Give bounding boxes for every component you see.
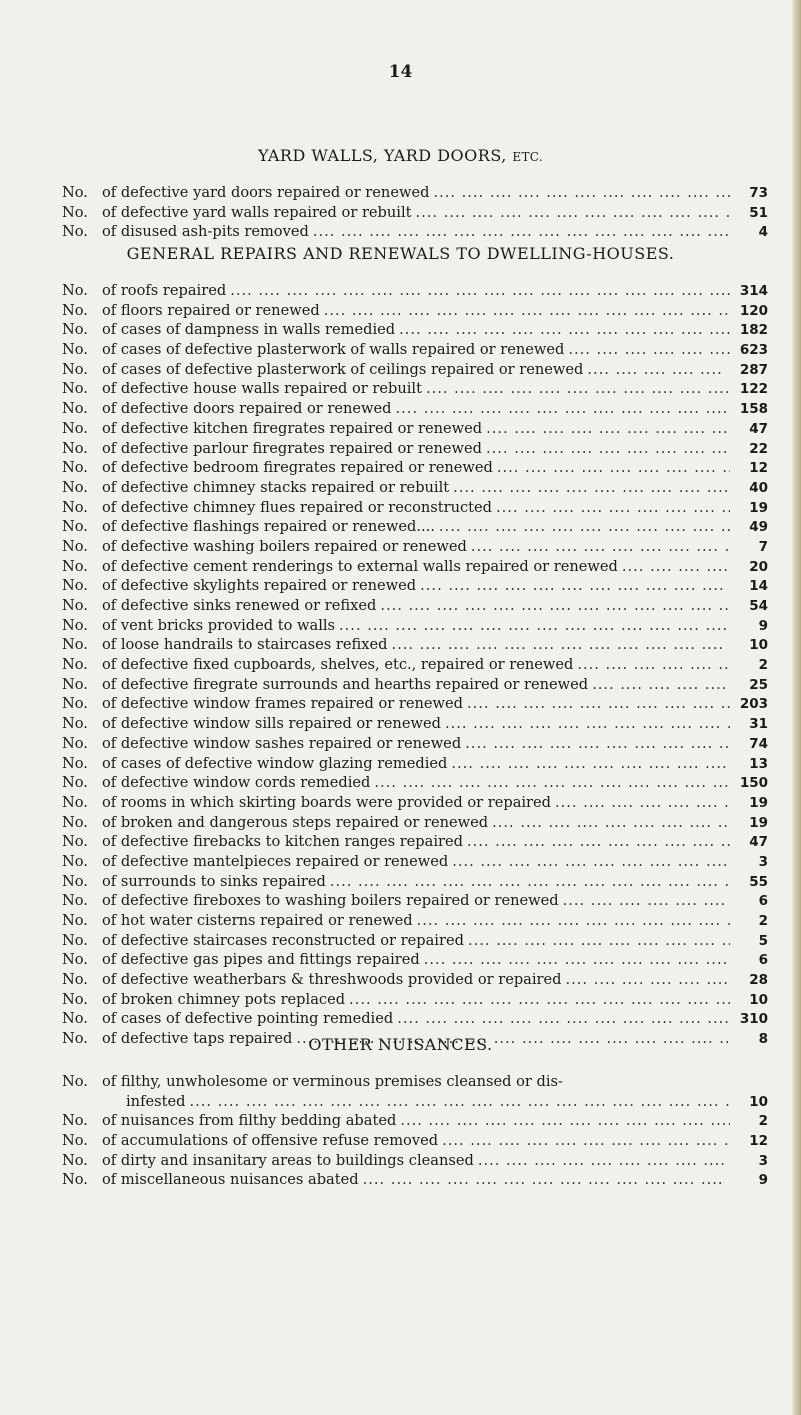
dot-leader [559,891,730,911]
list-item [62,655,768,675]
list-item [62,360,768,380]
item-value: 74 [749,735,768,752]
item-label: of defective parlour firegrates repaired or renewed [102,439,482,457]
item-prefix: No. [62,912,88,929]
item-label: of cases of defective plasterwork of walls repaired or renewed [102,341,565,359]
list-item [62,478,768,498]
list-item [62,557,768,577]
item-label: of defective gas pipes and fittings repaired [102,951,420,969]
list-item [62,734,768,754]
item-label: of cases of defective plasterwork of ceilings repaired or renewed [102,360,584,378]
item-value: 314 [739,283,768,299]
item-value: 9 [758,617,768,634]
general-list [62,281,768,1049]
item-label: of defective taps repaired [102,1030,293,1048]
item-label: of defective flashings repaired or renewed.... [102,518,435,536]
item-prefix: No. [62,774,88,792]
other-list [62,1072,768,1190]
list-item [62,773,768,793]
dot-leader [463,832,730,852]
item-prefix: No. [62,1030,88,1048]
item-label: of defective window sashes repaired or renewed [102,734,462,752]
item-label: of defective kitchen firegrates repaired or renewed [102,419,483,437]
item-value: 287 [739,361,768,378]
dot-leader [370,773,730,793]
item-prefix: No. [62,419,88,437]
dot-leader [488,813,730,833]
dot-leader [464,931,730,951]
item-value: 4 [758,224,768,241]
item-label: of defective weatherbars & threshwoods provided or repaired [102,971,562,989]
dot-leader [463,694,730,714]
item-value: 122 [739,381,768,398]
item-prefix: No. [62,459,88,477]
dot-leader [326,872,730,892]
dot-leader [482,419,730,439]
item-value: 2 [758,657,768,674]
item-value: 203 [739,696,768,713]
dot-leader [393,1009,730,1029]
item-label: of loose handrails to staircases refixed [102,636,388,654]
item-prefix: No. [62,577,88,595]
list-item [62,1092,768,1112]
section-heading-other: OTHER NUISANCES. [308,1035,493,1054]
list-item [62,320,768,340]
item-prefix: No. [62,223,88,241]
item-prefix: No. [62,833,88,851]
item-label: of defective chimney flues repaired or reconstructed [102,498,492,516]
dot-leader [573,655,730,675]
item-prefix: No. [62,656,88,674]
item-prefix: No. [62,537,88,555]
item-prefix: No. [62,203,88,221]
dot-leader [618,557,730,577]
list-item [62,340,768,360]
dot-leader [588,675,730,695]
dot-leader [345,990,730,1010]
item-value: 25 [749,676,768,693]
item-value: 51 [749,204,768,221]
item-prefix: No. [62,616,88,634]
item-label: of rooms in which skirting boards were provided or repaired [102,793,552,811]
list-item [62,203,768,223]
dot-leader [583,360,730,380]
item-value: 19 [749,499,768,516]
list-item [62,281,768,301]
dot-leader [441,714,730,734]
list-item [62,872,768,892]
item-value: 14 [749,578,768,595]
item-prefix: No. [62,360,88,378]
item-label: of miscellaneous nuisances abated [102,1171,359,1189]
item-value: 2 [758,1113,768,1130]
list-item [62,832,768,852]
item-label: of accumulations of offensive refuse removed [102,1132,439,1150]
item-value: 47 [749,420,768,437]
item-prefix: No. [62,813,88,831]
item-value: 8 [758,1031,768,1048]
item-value: 10 [749,991,768,1008]
list-item [62,1111,768,1131]
item-prefix: No. [62,872,88,890]
item-label: of defective window cords remedied [102,774,371,792]
list-item [62,379,768,399]
list-item [62,931,768,951]
dot-leader [492,498,730,518]
item-value: 49 [749,519,768,536]
item-prefix: No. [62,1112,88,1130]
item-prefix: No. [62,301,88,319]
item-prefix: No. [62,892,88,910]
item-value: 19 [749,814,768,831]
item-value: 150 [739,775,768,792]
item-value: 7 [758,538,768,555]
dot-leader [376,596,730,616]
dot-leader [416,576,730,596]
page-edge [792,0,801,1415]
dot-leader [474,1151,730,1171]
list-item [62,694,768,714]
list-item [62,1170,768,1190]
list-item [62,439,768,459]
item-prefix: No. [62,734,88,752]
dot-leader [562,970,730,990]
dot-leader [413,911,730,931]
list-item [62,458,768,478]
list-item [62,517,768,537]
item-prefix: No. [62,597,88,614]
item-prefix: No. [62,1132,88,1150]
item-value: 22 [749,440,768,457]
dot-leader [551,793,730,813]
list-item [62,537,768,557]
item-prefix: No. [62,931,88,949]
dot-leader [449,478,730,498]
item-prefix: No. [62,675,88,693]
item-prefix: No. [62,282,88,299]
item-value: 5 [758,932,768,949]
dot-leader [420,950,730,970]
dot-leader [482,439,730,459]
list-item [62,675,768,695]
dot-leader [448,852,730,872]
item-value: 73 [749,185,768,201]
item-prefix: No. [62,715,88,733]
item-value: 55 [749,873,768,890]
item-label: of defective staircases reconstructed or repaired [102,931,464,949]
item-value: 10 [749,637,768,654]
dot-leader [412,203,731,223]
item-prefix: No. [62,793,88,811]
item-value: 40 [749,479,768,496]
item-value: 623 [739,342,768,359]
dot-leader [359,1170,730,1190]
item-value: 158 [739,401,768,418]
list-item [62,793,768,813]
item-value: 31 [749,716,768,733]
item-label: of broken and dangerous steps repaired or renewed [102,813,489,831]
item-label: of cases of dampness in walls remedied [102,321,396,339]
item-value: 47 [749,834,768,851]
item-value: 12 [749,1133,768,1150]
item-prefix: No. [62,1171,88,1189]
dot-leader [320,301,730,321]
item-label: of vent bricks provided to walls [102,616,336,634]
list-item [62,1131,768,1151]
dot-leader [467,537,730,557]
list-item [62,950,768,970]
item-label: of defective sinks renewed or refixed [102,597,377,614]
item-value: 10 [749,1093,768,1110]
list-item [62,419,768,439]
item-prefix: No. [62,951,88,969]
item-label: of floors repaired or renewed [102,301,320,319]
item-value: 3 [758,1152,768,1169]
item-label: of dirty and insanitary areas to buildings cleansed [102,1151,474,1169]
item-label: of defective fixed cupboards, shelves, etc., repaired or renewed [102,656,574,674]
item-label: of defective window frames repaired or renewed [102,695,464,713]
item-label: of defective window sills repaired or renewed [102,715,441,733]
item-value: 120 [739,302,768,319]
list-item [62,1009,768,1029]
item-prefix: No. [62,400,88,418]
item-label: of defective firegrate surrounds and hearths repaired or renewed [102,675,589,693]
item-prefix: No. [62,754,88,772]
item-prefix: No. [62,1010,88,1028]
item-label: of defective bedroom firegrates repaired or renewed [102,459,493,477]
item-prefix: No. [62,341,88,359]
list-item [62,852,768,872]
item-prefix: No. [62,321,88,339]
item-prefix: No. [62,695,88,713]
item-prefix: No. [62,518,88,536]
item-label: of defective skylights repaired or renewed [102,577,417,595]
list-item [62,970,768,990]
item-label: of defective house walls repaired or rebuilt [102,380,422,398]
item-prefix: No. [62,557,88,575]
item-label: of defective yard walls repaired or rebuilt [102,203,412,221]
dot-leader [396,1111,730,1131]
dot-leader [335,616,730,636]
heading-yard-main: YARD WALLS, YARD DOORS, [258,146,507,165]
page-number: 14 [388,62,413,82]
dot-leader [435,517,730,537]
item-value: 6 [758,952,768,969]
item-label: of cases of defective pointing remedied [102,1010,394,1028]
dot-leader [226,281,730,301]
list-item [62,891,768,911]
item-label: of defective fireboxes to washing boilers repaired or renewed [102,892,559,910]
yard-list [62,183,768,242]
dot-leader [392,399,730,419]
item-label: of nuisances from filthy bedding abated [102,1112,397,1130]
item-prefix: No. [62,1151,88,1169]
section-heading-general: GENERAL REPAIRS AND RENEWALS TO DWELLING-HOUSES. [126,244,675,263]
list-item [62,222,768,242]
list-item [62,399,768,419]
item-value: 2 [758,913,768,929]
list-item [62,616,768,636]
list-item [62,990,768,1010]
item-prefix: No. [62,439,88,457]
item-label: of defective cement renderings to external walls repaired or renewed [102,557,618,575]
item-label: of surrounds to sinks repaired [102,872,326,890]
item-prefix: No. [62,990,88,1008]
item-prefix: No. [62,852,88,870]
dot-leader [185,1092,730,1112]
item-value: 20 [749,558,768,575]
item-label: of broken chimney pots replaced [102,990,346,1008]
item-label: of defective washing boilers repaired or renewed [102,537,467,555]
dot-leader [387,635,730,655]
list-item [62,183,768,203]
item-value: 12 [749,460,768,477]
item-value: 13 [749,755,768,772]
dot-leader [438,1131,730,1151]
item-value: 310 [739,1011,768,1028]
item-label: of defective yard doors repaired or renewed [102,184,430,201]
item-label: of defective firebacks to kitchen ranges repaired [102,833,463,851]
item-value: 54 [749,598,768,614]
dot-leader [422,379,730,399]
list-item [62,714,768,734]
item-value: 182 [739,322,768,339]
list-item [62,754,768,774]
item-label: of defective doors repaired or renewed [102,400,392,418]
item-label: of filthy, unwholesome or verminous premises cleansed or dis- [102,1073,563,1090]
dot-leader [564,340,730,360]
list-item [62,596,768,616]
item-label: infested [126,1092,186,1110]
section-heading-yard [0,146,801,165]
item-label: of defective chimney stacks repaired or rebuilt [102,478,450,496]
item-prefix: No. [62,184,88,201]
item-label: of disused ash-pits removed [102,223,309,241]
dot-leader [493,458,730,478]
item-label: of hot water cisterns repaired or renewed [102,912,413,929]
list-item [62,301,768,321]
item-value: 6 [758,893,768,910]
dot-leader [309,222,730,242]
item-prefix: No. [62,478,88,496]
item-prefix: No. [62,498,88,516]
item-prefix: No. [62,636,88,654]
list-item [62,911,768,931]
list-item [62,635,768,655]
dot-leader [429,183,730,203]
list-item [62,1151,768,1171]
item-label: of cases of defective window glazing remedied [102,754,448,772]
list-item [62,576,768,596]
item-label: of roofs repaired [102,282,227,299]
item-prefix: No. [62,1073,88,1090]
list-item [62,1072,768,1092]
list-item [62,813,768,833]
item-value: 19 [749,794,768,811]
item-value: 3 [758,853,768,870]
dot-leader [447,754,730,774]
item-prefix: No. [62,971,88,989]
item-prefix: No. [62,380,88,398]
heading-yard-etc: ETC. [512,150,543,164]
item-label: of defective mantelpieces repaired or renewed [102,852,449,870]
list-item [62,498,768,518]
item-value: 28 [749,972,768,989]
dot-leader [395,320,730,340]
item-value: 9 [758,1172,768,1189]
dot-leader [461,734,730,754]
